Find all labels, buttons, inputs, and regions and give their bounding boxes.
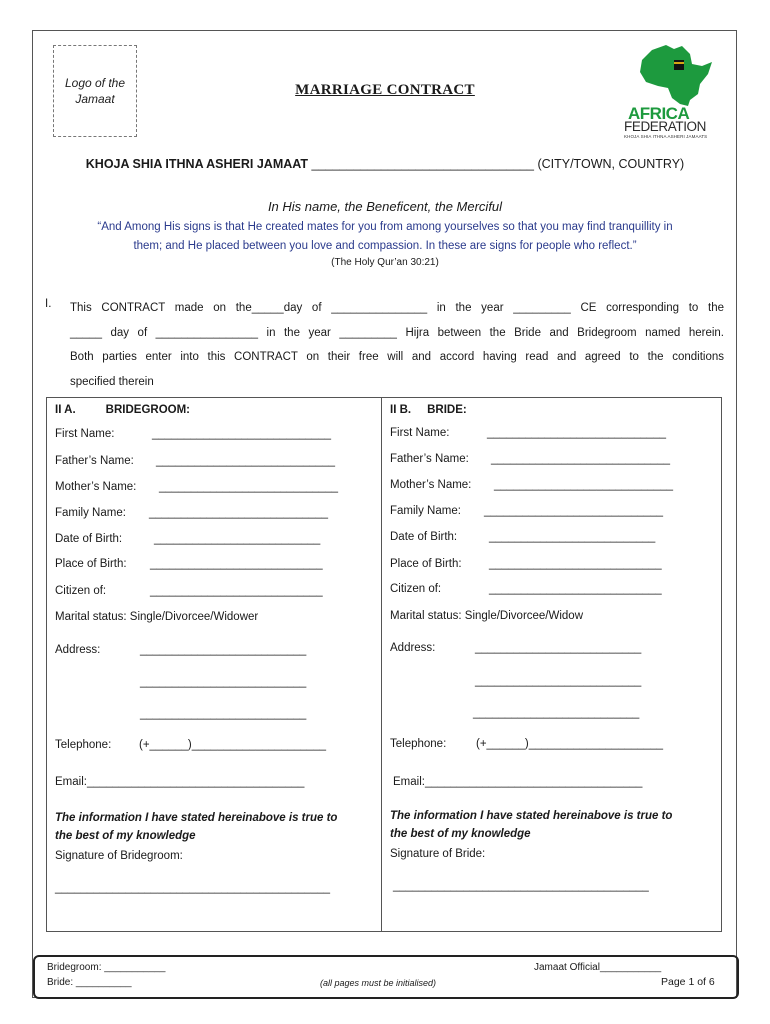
bridegroom-heading: BRIDEGROOM: bbox=[105, 404, 191, 416]
bride-citizen: Citizen of: ___________________________ bbox=[390, 583, 662, 595]
bridegroom-email[interactable]: Email:__________________________________ bbox=[55, 776, 305, 788]
quran-verse: “And Among His signs is that He created mates for you from among yourselves so that you may find tranquillity in them; and He placed between you love and compassion. In these are signs for people who reflect.” bbox=[97, 221, 673, 252]
org-name-africa: AFRICA bbox=[628, 104, 690, 123]
bride-heading: BRIDE: bbox=[427, 404, 467, 416]
document-title: MARRIAGE CONTRACT bbox=[295, 82, 475, 98]
bridegroom-marital-status: Marital status: Single/Divorcee/Widower bbox=[55, 611, 259, 623]
section-1-number: I. bbox=[45, 298, 52, 310]
bride-signature-label: Signature of Bride: bbox=[390, 848, 486, 860]
bride-father-name: Father’s Name: ____________________________ bbox=[390, 453, 671, 465]
jamaat-blank[interactable]: ________________________________ bbox=[311, 157, 534, 171]
section-1-text: This CONTRACT made on the_____day of _______________ in the year _________ CE corresponding to the _____ day of ________________ in the year _________ Hijra between the Bride and Bridegroom named herein. Both parties enter into this CONTRACT on their free will and accord having read and agreed to the conditions specified therein bbox=[70, 302, 724, 388]
bride-pob: Place of Birth: ___________________________ bbox=[390, 558, 662, 570]
bride-family-name: Family Name: ____________________________ bbox=[390, 505, 664, 517]
bride-declaration-line1: The information I have stated hereinabove is true to bbox=[390, 810, 673, 822]
page-number: Page 1 of 6 bbox=[661, 976, 715, 988]
footer-note: (all pages must be initialised) bbox=[320, 978, 437, 988]
bridegroom-address-line2[interactable]: __________________________ bbox=[140, 676, 307, 688]
footer-bridegroom-initial[interactable]: Bridegroom: ___________ bbox=[47, 962, 166, 973]
bridegroom-family-name: Family Name: ____________________________ bbox=[55, 507, 329, 519]
invocation: In His name, the Beneficent, the Merciful bbox=[267, 199, 503, 214]
jamaat-line bbox=[0, 157, 770, 171]
bride-dob: Date of Birth: __________________________ bbox=[390, 531, 656, 543]
bride-marital-status: Marital status: Single/Divorcee/Widow bbox=[390, 610, 584, 622]
org-tagline: KHOJA SHIA ITHNA ASHERI JAMAATS bbox=[624, 134, 708, 139]
footer-bride-initial[interactable]: Bride: __________ bbox=[47, 977, 132, 988]
bridegroom-signature-label: Signature of Bridegroom: bbox=[55, 850, 183, 862]
bride-address-line3[interactable]: __________________________ bbox=[473, 707, 640, 719]
bridegroom-telephone: Telephone: (+______)_____________________ bbox=[55, 739, 327, 751]
table-divider bbox=[381, 397, 382, 932]
bridegroom-mother-name: Mother’s Name: ____________________________ bbox=[55, 481, 339, 493]
bridegroom-section-number: II A. bbox=[55, 404, 76, 416]
jamaat-logo-placeholder: Logo of the Jamaat bbox=[53, 45, 137, 137]
jamaat-label: KHOJA SHIA ITHNA ASHERI JAMAAT bbox=[85, 157, 309, 171]
bridegroom-declaration-line1: The information I have stated hereinabove is true to bbox=[55, 812, 338, 824]
bride-telephone: Telephone: (+______)_____________________ bbox=[390, 738, 664, 750]
bridegroom-signature-line[interactable]: ___________________________________________ bbox=[55, 882, 331, 894]
footer-official-initial[interactable]: Jamaat Official___________ bbox=[534, 962, 662, 973]
verse-reference: (The Holy Qur’an 30:21) bbox=[331, 257, 439, 268]
bridegroom-declaration-line2: the best of my knowledge bbox=[55, 830, 196, 842]
jamaat-suffix: (CITY/TOWN, COUNTRY) bbox=[537, 157, 685, 171]
kaaba-icon bbox=[674, 60, 684, 70]
bridegroom-citizen: Citizen of: ___________________________ bbox=[55, 585, 323, 597]
bride-signature-line[interactable]: ________________________________________ bbox=[393, 880, 649, 892]
bridegroom-pob: Place of Birth: ___________________________ bbox=[55, 558, 323, 570]
bride-email[interactable]: Email:__________________________________ bbox=[393, 776, 643, 788]
bride-first-name: First Name: ____________________________ bbox=[390, 427, 667, 439]
africa-map-icon bbox=[640, 45, 712, 106]
bride-address-line2[interactable]: __________________________ bbox=[475, 675, 642, 687]
bridegroom-first-name: First Name: ____________________________ bbox=[55, 428, 332, 440]
bride-section-number: II B. bbox=[390, 404, 412, 416]
bridegroom-address-line3[interactable]: __________________________ bbox=[140, 708, 307, 720]
bridegroom-dob: Date of Birth: __________________________ bbox=[55, 533, 321, 545]
bridegroom-father-name: Father’s Name: ____________________________ bbox=[55, 455, 336, 467]
bridegroom-address: Address: __________________________ bbox=[55, 644, 307, 656]
bride-mother-name: Mother’s Name: ____________________________ bbox=[390, 479, 674, 491]
org-name-federation: FEDERATION bbox=[624, 119, 707, 134]
bride-address: Address: __________________________ bbox=[390, 642, 642, 654]
bride-declaration-line2: the best of my knowledge bbox=[390, 828, 531, 840]
